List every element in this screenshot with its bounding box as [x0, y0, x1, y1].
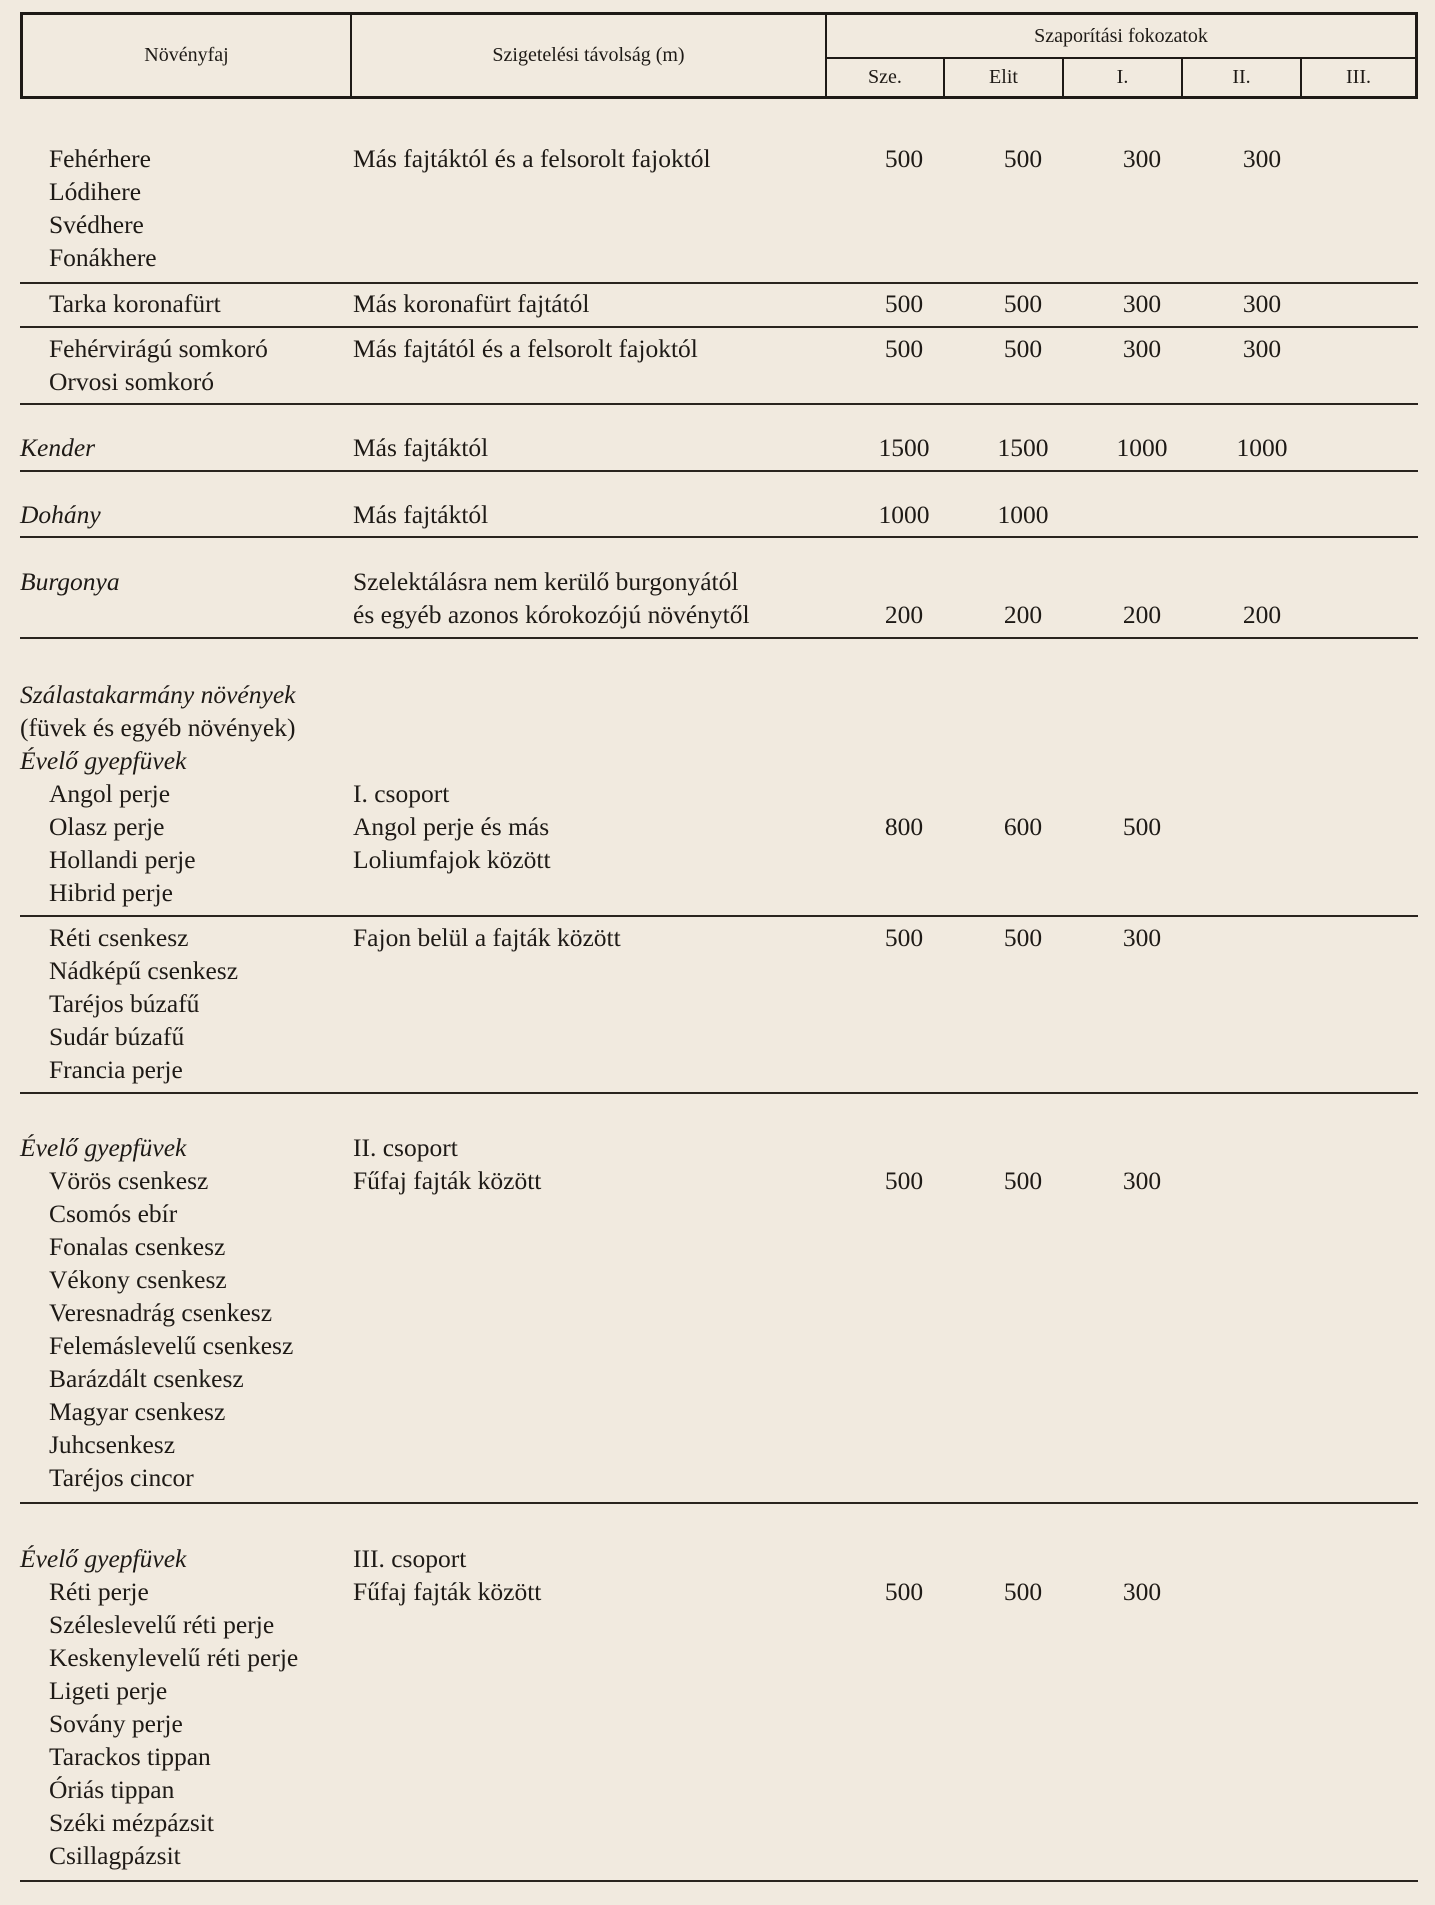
value-ii: 300: [1242, 334, 1282, 363]
value-sze: 1000: [878, 500, 930, 529]
distance-text: Loliumfajok között: [353, 845, 551, 874]
table-header: [20, 12, 1418, 99]
species-name: Csillagpázsit: [49, 1841, 181, 1870]
species-name: Taréjos cincor: [49, 1463, 194, 1492]
distance-text: Más fajtáktól: [353, 500, 489, 529]
species-name: Taréjos búzafű: [49, 989, 200, 1018]
value-sze: 500: [884, 334, 924, 363]
species-name: Csomós ebír: [49, 1199, 178, 1228]
row-divider: [20, 326, 1418, 328]
species-name: Fehérvirágú somkoró: [49, 334, 268, 363]
group-name: Évelő gyepfüvek: [20, 1133, 187, 1162]
table-row: [20, 431, 1418, 464]
row-divider: [20, 470, 1418, 472]
species-name: Széki mézpázsit: [49, 1808, 214, 1837]
distance-text: és egyéb azonos kórokozójú növénytől: [353, 600, 750, 629]
row-divider: [20, 1502, 1418, 1504]
species-name: Felemáslevelű csenkesz: [49, 1331, 294, 1360]
species-name: Magyar csenkesz: [49, 1397, 226, 1426]
row-divider: [20, 403, 1418, 405]
distance-text: Más fajtáktól: [353, 433, 489, 462]
value-i: 300: [1122, 289, 1162, 318]
distance-text: I. csoport: [353, 779, 450, 808]
value-elit: 1000: [997, 500, 1049, 529]
value-i: 300: [1122, 144, 1162, 173]
value-i: 300: [1122, 1577, 1162, 1606]
value-sze: 500: [884, 1166, 924, 1195]
species-name: Sovány perje: [49, 1709, 183, 1738]
species-name: Óriás tippan: [49, 1775, 175, 1804]
row-divider: [20, 637, 1418, 639]
species-name: Francia perje: [49, 1055, 183, 1084]
row-divider: [20, 1092, 1418, 1094]
species-name: Vörös csenkesz: [49, 1166, 209, 1195]
header-levels: Szaporítási fokozatok: [1034, 24, 1208, 47]
header-level-i: I.: [1116, 66, 1129, 88]
species-name: Burgonya: [20, 567, 120, 596]
value-elit: 200: [1003, 600, 1043, 629]
header-species: Növényfaj: [144, 44, 229, 66]
table-row: [20, 1542, 1418, 1872]
value-i: 300: [1122, 1166, 1162, 1195]
distance-text: Fűfaj fajták között: [353, 1166, 542, 1195]
value-i: 1000: [1116, 433, 1168, 462]
distance-text: Más fajtáktól és a felsorolt fajoktól: [353, 144, 711, 173]
table-row: [20, 498, 1418, 531]
row-divider: [20, 915, 1418, 917]
distance-text: Más koronafürt fajtától: [353, 289, 590, 318]
table-row: [20, 565, 1418, 631]
species-name: Ligeti perje: [49, 1676, 168, 1705]
value-elit: 500: [1003, 289, 1043, 318]
header-level-sze: Sze.: [868, 66, 902, 88]
value-i: 300: [1122, 334, 1162, 363]
species-name: Réti perje: [49, 1577, 149, 1606]
species-name: Lódihere: [49, 177, 142, 206]
species-name: Orvosi somkoró: [49, 367, 215, 396]
species-name: Tarackos tippan: [49, 1742, 211, 1771]
value-elit: 1500: [997, 433, 1049, 462]
species-name: Olasz perje: [49, 812, 165, 841]
value-sze: 500: [884, 923, 924, 952]
table-row: [20, 678, 1418, 909]
table-row: [20, 332, 1418, 398]
value-sze: 500: [884, 144, 924, 173]
species-name: Fehérhere: [49, 144, 151, 173]
value-sze: 500: [884, 1577, 924, 1606]
species-name: Keskenylevelű réti perje: [49, 1643, 299, 1672]
species-name: Svédhere: [49, 210, 144, 239]
species-name: Széleslevelű réti perje: [49, 1610, 275, 1639]
value-i: 300: [1122, 923, 1162, 952]
group-name: Évelő gyepfüvek: [20, 1544, 187, 1573]
species-name: Dohány: [20, 500, 101, 529]
species-name: Hibrid perje: [49, 878, 173, 907]
value-sze: 200: [884, 600, 924, 629]
species-name: Juhcsenkesz: [49, 1430, 176, 1459]
value-elit: 500: [1003, 923, 1043, 952]
distance-text: Fűfaj fajták között: [353, 1577, 542, 1606]
table-row: [20, 142, 1418, 274]
table-row: [20, 921, 1418, 1086]
species-name: Veresnadrág csenkesz: [49, 1298, 273, 1327]
table-row: [20, 287, 1418, 320]
species-name: Sudár búzafű: [49, 1022, 185, 1051]
header-distance: Szigetelési távolság (m): [492, 44, 685, 66]
species-name: Hollandi perje: [49, 845, 196, 874]
species-name: Fonákhere: [49, 243, 157, 272]
row-divider: [20, 1880, 1418, 1882]
value-sze: 500: [884, 289, 924, 318]
species-name: Barázdált csenkesz: [49, 1364, 244, 1393]
value-ii: 1000: [1236, 433, 1288, 462]
group-name: Szálastakarmány növények: [20, 680, 296, 709]
table-row: [20, 1131, 1418, 1494]
species-name: Tarka koronafürt: [49, 289, 221, 318]
value-ii: 300: [1242, 289, 1282, 318]
value-i: 200: [1122, 600, 1162, 629]
distance-text: Szelektálásra nem kerülő burgonyától: [353, 567, 739, 596]
value-elit: 600: [1003, 812, 1043, 841]
value-ii: 200: [1242, 600, 1282, 629]
distance-text: III. csoport: [353, 1544, 467, 1573]
value-sze: 1500: [878, 433, 930, 462]
species-name: Réti csenkesz: [49, 923, 189, 952]
value-elit: 500: [1003, 334, 1043, 363]
group-name: (füvek és egyéb növények): [20, 713, 296, 742]
value-elit: 500: [1003, 1166, 1043, 1195]
header-level-elit: Elit: [989, 66, 1018, 88]
value-elit: 500: [1003, 144, 1043, 173]
header-level-iii: III.: [1346, 66, 1371, 88]
distance-text: II. csoport: [353, 1133, 458, 1162]
group-name: Évelő gyepfüvek: [20, 746, 187, 775]
species-name: Angol perje: [49, 779, 171, 808]
species-name: Nádképű csenkesz: [49, 956, 239, 985]
row-divider: [20, 536, 1418, 538]
value-elit: 500: [1003, 1577, 1043, 1606]
distance-text: Fajon belül a fajták között: [353, 923, 621, 952]
row-divider: [20, 282, 1418, 284]
distance-text: Angol perje és más: [353, 812, 550, 841]
species-name: Kender: [20, 433, 96, 462]
species-name: Fonalas csenkesz: [49, 1232, 226, 1261]
header-level-ii: II.: [1232, 66, 1251, 88]
distance-text: Más fajtától és a felsorolt fajoktól: [353, 334, 698, 363]
value-sze: 800: [884, 812, 924, 841]
value-i: 500: [1122, 812, 1162, 841]
value-ii: 300: [1242, 144, 1282, 173]
species-name: Vékony csenkesz: [49, 1265, 227, 1294]
